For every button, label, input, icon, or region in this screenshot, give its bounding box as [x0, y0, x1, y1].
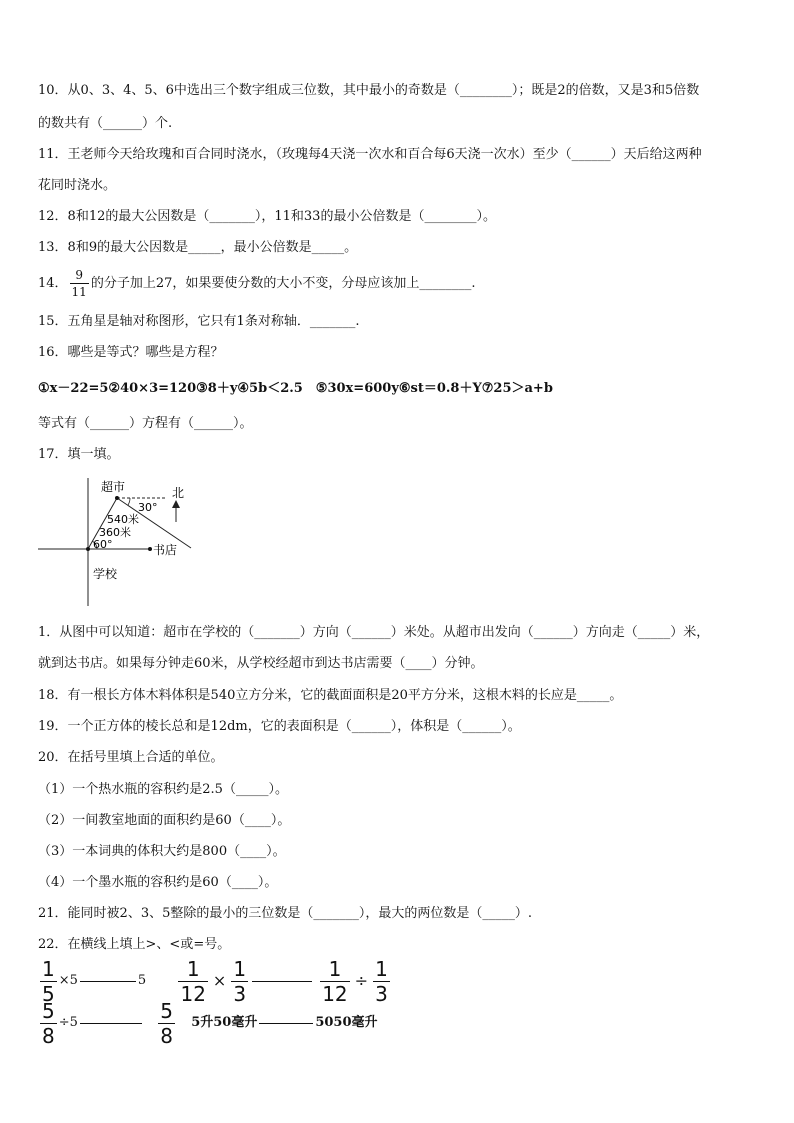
numerator: 5	[42, 998, 55, 1023]
divide-sign: ÷	[354, 971, 369, 990]
question-16-line-3: 等式有（______）方程有（______）。	[38, 416, 253, 431]
direction-diagram	[35, 478, 215, 608]
fraction-1-5	[40, 956, 57, 1006]
numerator: 1	[233, 956, 247, 981]
question-12: 12．8和12的最大公因数是（_______），11和33的最小公倍数是（________）。	[38, 209, 496, 224]
denominator: 3	[233, 981, 247, 1006]
fraction-1-12	[320, 956, 349, 1006]
question-22-row-1	[38, 958, 754, 1004]
label-bookstore: 书店	[153, 543, 178, 557]
multiply-sign: ×	[212, 971, 227, 990]
label-angle-30: 30°	[138, 501, 158, 514]
fraction-1-3	[231, 956, 248, 1006]
denominator: 8	[160, 1023, 173, 1048]
question-20-item-4: （4）一个墨水瓶的容积约是60（____）。	[38, 875, 278, 890]
question-17-sub-line-1: 1．从图中可以知道：超市在学校的（_______）方向（______）米处。从超市出发向（______）方向走（_____）米，	[38, 625, 710, 640]
answer-blank	[252, 980, 312, 982]
question-14-text: 的分子加上27，如果要使分数的大小不变，分母应该加上________.	[90, 276, 476, 291]
label-540m: 540米	[107, 513, 139, 526]
school-point	[86, 547, 90, 551]
question-20-item-3: （3）一本词典的体积大约是800（____）。	[38, 844, 286, 859]
question-11-line-1: 11．王老师今天给玫瑰和百合同时浇水，（玫瑰每4天浇一次水和百合每6天浇一次水）至少（______）天后给这两种	[38, 147, 702, 162]
question-14	[38, 268, 754, 300]
question-20-item-1: （1）一个热水瓶的容积约是2.5（_____）。	[38, 782, 288, 797]
question-22-title: 22．在横线上填上>、<或=号。	[38, 937, 231, 952]
denominator: 3	[375, 981, 388, 1006]
numerator: 1	[178, 959, 207, 982]
numerator: 1	[42, 956, 55, 981]
angle-arc-30	[128, 498, 130, 505]
label-school: 学校	[93, 567, 118, 581]
label-angle-60: 60°	[93, 538, 113, 551]
label-supermarket: 超市	[101, 480, 126, 494]
answer-blank	[80, 980, 136, 982]
question-17-sub-line-2: 就到达书店。如果每分钟走60米，从学校经超市到达书店需要（____）分钟。	[38, 656, 484, 671]
answer-blank	[259, 1022, 313, 1024]
fraction-denominator: 11	[71, 285, 87, 299]
denominator: 5	[42, 981, 55, 1006]
question-18: 18．有一根长方体木料体积是540立方分米，它的截面面积是20平方分米，这根木料的长应是_____。	[38, 688, 623, 703]
fraction-9-11	[70, 269, 89, 298]
question-19: 19．一个正方体的棱长总和是12dm，它的表面积是（______），体积是（______）。	[38, 719, 521, 734]
question-15: 15．五角星是轴对称图形，它只有1条对称轴．_______.	[38, 314, 360, 329]
fraction-numerator: 9	[70, 269, 89, 284]
question-11-line-2: 花同时浇水。	[38, 178, 117, 193]
label-360m: 360米	[99, 526, 131, 539]
label-north: 北	[172, 486, 185, 500]
question-10-line-1: 10．从0、3、4、5、6中选出三个数字组成三位数，其中最小的奇数是（________）；既是2的倍数，又是3和5倍数	[38, 83, 700, 98]
question-21: 21．能同时被2、3、5整除的最小的三位数是（_______），最大的两位数是（_____）.	[38, 906, 532, 921]
question-14-number: 14．	[38, 276, 68, 291]
question-17-title: 17．填一填。	[38, 447, 120, 462]
denominator: 12	[322, 981, 348, 1006]
numerator: 1	[320, 959, 349, 982]
numerator: 1	[375, 956, 388, 981]
answer-blank	[80, 1022, 142, 1024]
lhs-5l-50ml: 5升50毫升	[191, 1015, 258, 1030]
fraction-1-3	[373, 956, 390, 1006]
question-20-title: 20．在括号里填上合适的单位。	[38, 750, 224, 765]
rhs-5050ml: 5050毫升	[315, 1015, 378, 1030]
question-16-equations: ①x－22=5②40×3=120③8＋y④5b＜2.5 ⑤30x=600y⑥st＝0.8＋Y⑦25＞a+b	[38, 381, 553, 396]
rhs-5: 5	[137, 973, 147, 988]
supermarket-point	[115, 496, 119, 500]
north-arrow-icon	[172, 500, 180, 508]
fraction-5-8	[40, 998, 57, 1048]
question-10-line-2: 的数共有（______）个.	[38, 116, 173, 131]
fraction-5-8	[158, 998, 175, 1048]
numerator: 5	[160, 998, 173, 1023]
denominator: 12	[180, 981, 206, 1006]
question-13: 13．8和9的最大公因数是_____，最小公倍数是_____。	[38, 240, 358, 255]
question-16-line-1: 16．哪些是等式？哪些是方程？	[38, 345, 224, 360]
question-20-item-2: （2）一间教室地面的面积约是60（____）。	[38, 813, 291, 828]
fraction-1-12	[178, 956, 207, 1006]
question-22-row-2	[38, 1000, 754, 1046]
bookstore-point	[148, 547, 152, 551]
denominator: 8	[42, 1023, 55, 1048]
divide-5: ÷5	[58, 1015, 78, 1030]
times-5: ×5	[58, 973, 78, 988]
